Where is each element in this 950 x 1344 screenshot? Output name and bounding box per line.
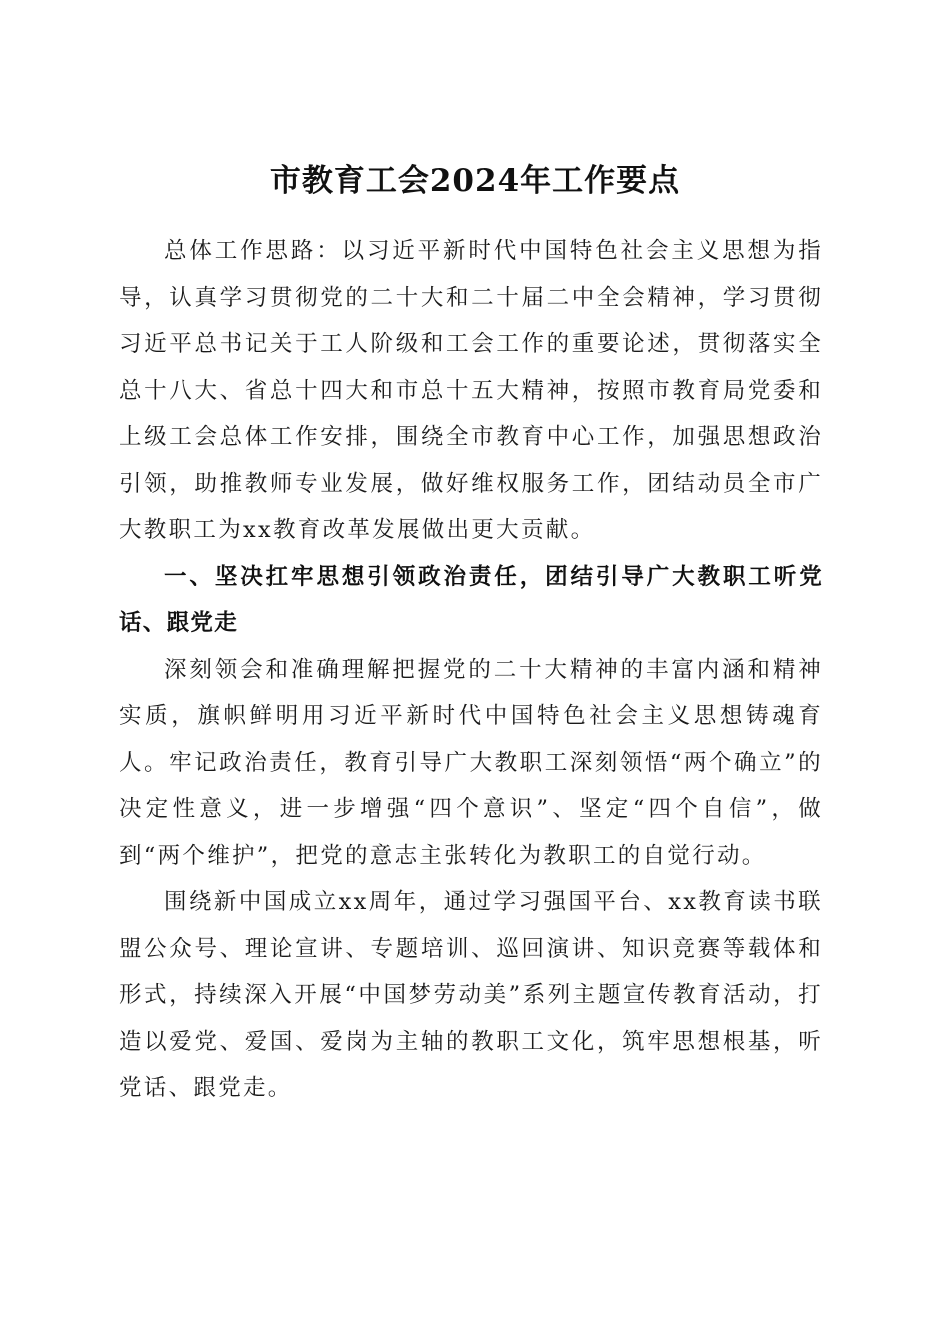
section-1-heading: 一、坚决扛牢思想引领政治责任，团结引导广大教职工听党话、跟党走 xyxy=(119,563,823,636)
document-body xyxy=(119,228,823,1112)
document-title: 市教育工会2024年工作要点 xyxy=(269,162,681,199)
section-1-paragraph-1: 深刻领会和准确理解把握党的二十大精神的丰富内涵和精神实质，旗帜鲜明用习近平新时代中国特色社会主义思想铸魂育人。牢记政治责任，教育引导广大教职工深刻领悟“两个确立”的决定性意义，进一步增强“四个意识”、坚定“四个自信”，做到“两个维护”，把党的意志主张转化为教职工的自觉行动。 xyxy=(119,656,823,869)
overall-approach-paragraph: 总体工作思路：以习近平新时代中国特色社会主义思想为指导，认真学习贯彻党的二十大和二十届二中全会精神，学习贯彻习近平总书记关于工人阶级和工会工作的重要论述，贯彻落实全总十八大、省总十四大和市总十五大精神，按照市教育局党委和上级工会总体工作安排，围绕全市教育中心工作，加强思想政治引领，助推教师专业发展，做好维权服务工作，团结动员全市广大教职工为xx教育改革发展做出更大贡献。 xyxy=(119,238,823,543)
section-1-paragraph-2: 围绕新中国成立xx周年，通过学习强国平台、xx教育读书联盟公众号、理论宣讲、专题培训、巡回演讲、知识竞赛等载体和形式，持续深入开展“中国梦劳动美”系列主题宣传教育活动，打造以爱党、爱国、爱岗为主轴的教职工文化，筑牢思想根基，听党话、跟党走。 xyxy=(119,889,823,1101)
